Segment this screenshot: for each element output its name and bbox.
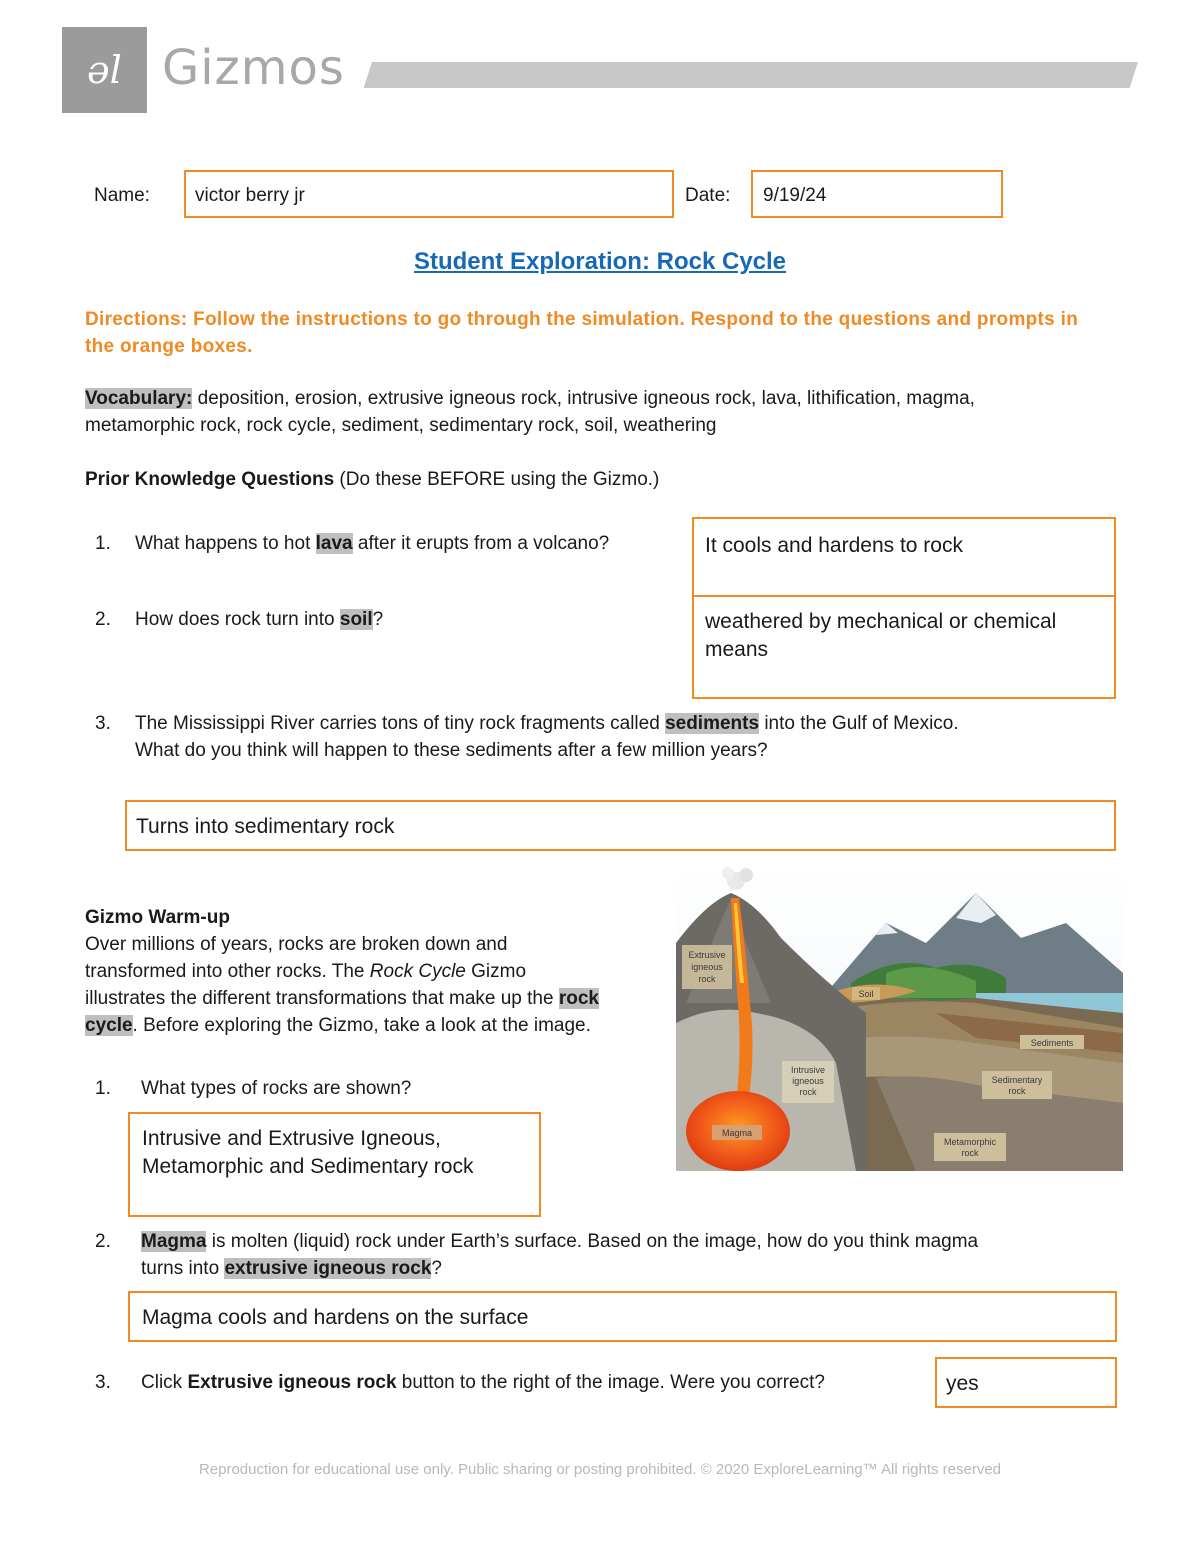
term-lava: lava <box>315 533 353 554</box>
prior-q3-answer-box[interactable] <box>125 800 1116 851</box>
page-title: Student Exploration: Rock Cycle <box>413 248 787 275</box>
prior-q2-answer-box[interactable] <box>692 595 1116 699</box>
prior-q2-answer: weathered by mechanical or chemical means <box>705 610 1057 661</box>
explorelearning-logo <box>62 27 147 113</box>
warmup-q1-answer: Intrusive and Extrusive Igneous, Metamorphic and Sedimentary rock <box>142 1127 474 1178</box>
prior-q2-text: How does rock turn into soil? <box>135 609 384 630</box>
header-bar <box>364 62 1138 88</box>
prior-q1-number: 1. <box>95 533 111 554</box>
prior-q2-number: 2. <box>95 609 111 630</box>
directions: Directions: Follow the instructions to go through the simulation. Respond to the questions and prompts in the orange boxes. <box>85 309 1079 357</box>
vocabulary-text-2: metamorphic rock, rock cycle, sediment, sedimentary rock, soil, weathering <box>85 415 717 436</box>
warmup-text-4: cycle. Before exploring the Gizmo, take a look at the image. <box>85 1015 591 1036</box>
prior-q1-answer: It cools and hardens to rock <box>705 534 963 557</box>
logo-glyph: əl <box>87 48 122 92</box>
label-metamorphic-1: Metamorphic <box>943 1137 997 1147</box>
warmup-q2-text: Magma is molten (liquid) rock under Earth’s surface. Based on the image, how do you think magma turns into extrusive igneous rock? <box>141 1231 979 1279</box>
warmup-text-1: Over millions of years, rocks are broken down and <box>85 934 508 955</box>
warmup-q2-answer: Magma cools and hardens on the surface <box>142 1306 529 1329</box>
term-rock: rock <box>558 988 599 1009</box>
label-intrusive-2: igneous <box>792 1076 824 1086</box>
term-soil: soil <box>339 609 373 630</box>
prior-q3-answer: Turns into sedimentary rock <box>136 815 395 838</box>
vocabulary-label: Vocabulary: <box>85 388 193 409</box>
label-extrusive-2: igneous <box>691 962 723 972</box>
label-metamorphic-2: rock <box>961 1148 979 1158</box>
term-sediments: sediments <box>665 713 760 734</box>
prior-note: (Do these BEFORE using the Gizmo.) <box>334 469 660 490</box>
warmup-heading: Gizmo Warm-up <box>85 907 230 928</box>
label-sedimentary-2: rock <box>1008 1086 1026 1096</box>
warmup-q3-answer-box[interactable] <box>935 1357 1117 1408</box>
brand-name: Gizmos <box>162 40 345 96</box>
label-sedimentary-1: Sedimentary <box>991 1075 1043 1085</box>
name-label: Name: <box>94 185 150 206</box>
rock-cycle-diagram <box>676 863 1123 1171</box>
date-value: 9/19/24 <box>763 185 827 206</box>
name-field[interactable] <box>184 170 674 218</box>
label-extrusive-1: Extrusive <box>688 950 726 960</box>
prior-heading: Prior Knowledge Questions <box>85 469 335 490</box>
warmup-q3-answer: yes <box>946 1372 979 1395</box>
prior-q3-number: 3. <box>95 713 111 734</box>
prior-q3-text: The Mississippi River carries tons of tiny rock fragments called sediments into the Gulf of Mexico. What do you think will happen to these sediments after a few million years? <box>135 713 959 761</box>
vocabulary-text-1: deposition, erosion, extrusive igneous rock, intrusive igneous rock, lava, lithification, magma, <box>192 388 975 409</box>
warmup-q2-number: 2. <box>95 1231 111 1252</box>
warmup-q2-answer-box[interactable] <box>128 1291 1117 1342</box>
warmup-text-2: transformed into other rocks. The Rock Cycle Gizmo <box>85 961 527 982</box>
footer-copyright: Reproduction for educational use only. Public sharing or posting prohibited. © 2020 ExploreLearning™ All rights reserved <box>198 1461 1002 1478</box>
warmup-q1-number: 1. <box>95 1078 111 1099</box>
prior-q1-text: What happens to hot lava after it erupts from a volcano? <box>135 533 610 554</box>
prior-q1-answer-box[interactable] <box>692 517 1116 597</box>
label-soil: Soil <box>858 989 874 999</box>
rock-cycle-illustration <box>676 863 1123 1171</box>
label-magma: Magma <box>721 1128 753 1138</box>
warmup-q1-text: What types of rocks are shown? <box>141 1078 412 1099</box>
term-cycle: cycle <box>85 1015 133 1036</box>
name-value: victor berry jr <box>195 185 305 206</box>
warmup-q1-answer-box[interactable] <box>128 1112 541 1217</box>
term-magma: Magma <box>141 1231 207 1252</box>
vocabulary <box>85 385 1125 439</box>
label-intrusive-1: Intrusive <box>790 1065 826 1075</box>
term-extrusive-igneous-rock: extrusive igneous rock <box>224 1258 432 1279</box>
label-extrusive-3: rock <box>698 974 716 984</box>
warmup-text-3: illustrates the different transformations that make up the rock <box>85 988 599 1009</box>
date-label: Date: <box>685 185 731 206</box>
warmup-section <box>85 904 685 1039</box>
label-intrusive-3: rock <box>799 1087 817 1097</box>
label-sediments: Sediments <box>1030 1038 1074 1048</box>
prior-knowledge-heading <box>85 466 659 493</box>
warmup-q3-number: 3. <box>95 1372 111 1393</box>
date-field[interactable] <box>751 170 1003 218</box>
warmup-q3-text: Click Extrusive igneous rock button to the right of the image. Were you correct? <box>141 1372 825 1393</box>
